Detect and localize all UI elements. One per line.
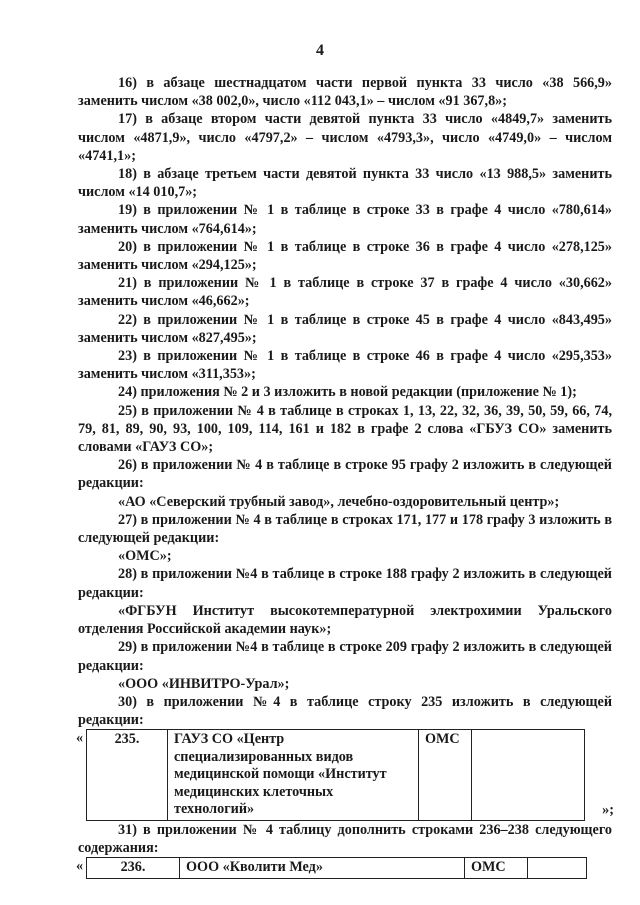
item-26-text: «АО «Северский трубный завод», лечебно-оздоровительный центр»; xyxy=(118,493,560,510)
extra-cell xyxy=(528,858,587,879)
type-cell: ОМС xyxy=(465,858,528,879)
table-row xyxy=(87,730,585,821)
item-29: 29) в приложении №4 в таблице в строке 209 графу 2 изложить в следующей редакции: xyxy=(78,639,612,674)
item-26: 26) в приложении № 4 в таблице в строке 95 графу 2 изложить в следующей редакции: xyxy=(78,457,612,492)
close-quote: »; xyxy=(602,801,614,818)
item-27-text: «ОМС»; xyxy=(118,548,172,565)
item-29-text: «ООО «ИНВИТРО-Урал»; xyxy=(118,675,290,692)
item-24: 24) приложения № 2 и 3 изложить в новой редакции (приложение № 1); xyxy=(118,384,577,401)
item-28: 28) в приложении №4 в таблице в строке 188 графу 2 изложить в следующей редакции: xyxy=(78,566,612,601)
table-row xyxy=(87,858,587,879)
item-23: 23) в приложении № 1 в таблице в строке 46 в графе 4 число «295,353» заменить числом «311,353»; xyxy=(78,348,612,383)
table-row-235 xyxy=(86,729,585,821)
table-row-236-block xyxy=(78,857,612,879)
extra-cell xyxy=(472,730,585,821)
item-30: 30) в приложении №4 в таблице строку 235 изложить в следующей редакции: xyxy=(78,693,612,729)
item-19: 19) в приложении № 1 в таблице в строке 33 в графе 4 число «780,614» заменить числом «764,614»; xyxy=(78,202,612,237)
item-16: 16) в абзаце шестнадцатом части первой пункта 33 число «38 566,9» заменить числом «38 002,0», число «112 043,1» – числом «91 367,8»; xyxy=(78,75,612,110)
page-number: 4 xyxy=(316,42,324,59)
open-quote: « xyxy=(76,730,84,747)
item-31: 31) в приложении № 4 таблицу дополнить строками 236–238 следующего содержания: xyxy=(78,821,612,857)
item-17: 17) в абзаце втором части девятой пункта 33 число «4849,7» заменить числом «4871,9», число «4797,2» – числом «4793,3», число «4749,0» – числом «4741,1»; xyxy=(78,111,612,164)
table-row-235-block xyxy=(78,729,612,821)
type-cell: ОМС xyxy=(419,730,472,821)
item-25: 25) в приложении № 4 в таблице в строках 1, 13, 22, 32, 36, 39, 50, 59, 66, 74, 79, 81, 89, 90, 93, 100, 109, 114, 161 и 182 в графе 2 слова «ГБУЗ СО» заменить словами «ГАУЗ СО»; xyxy=(78,402,612,456)
table-row-236 xyxy=(86,857,587,879)
organization-cell: ООО «Кволити Мед» xyxy=(180,858,465,879)
document-body xyxy=(78,74,612,879)
item-27: 27) в приложении № 4 в таблице в строках 171, 177 и 178 графу 3 изложить в следующей редакции: xyxy=(78,511,612,547)
open-quote: « xyxy=(76,858,84,875)
item-20: 20) в приложении № 1 в таблице в строке 36 в графе 4 число «278,125» заменить числом «294,125»; xyxy=(78,238,612,274)
item-21: 21) в приложении № 1 в таблице в строке 37 в графе 4 число «30,662» заменить числом «46,662»; xyxy=(78,275,612,310)
organization-cell: ГАУЗ СО «Центр специализированных видов медицинской помощи «Институт медицинских клеточных технологий» xyxy=(168,730,419,821)
item-18: 18) в абзаце третьем части девятой пункта 33 число «13 988,5» заменить числом «14 010,7»; xyxy=(78,166,612,201)
item-28-text: «ФГБУН Институт высокотемпературной электрохимии Уральского отделения Российской академии наук»; xyxy=(78,602,612,638)
item-22: 22) в приложении № 1 в таблице в строке 45 в графе 4 число «843,495» заменить числом «827,495»; xyxy=(78,311,612,346)
row-number-cell: 236. xyxy=(87,858,180,879)
row-number-cell: 235. xyxy=(87,730,168,821)
